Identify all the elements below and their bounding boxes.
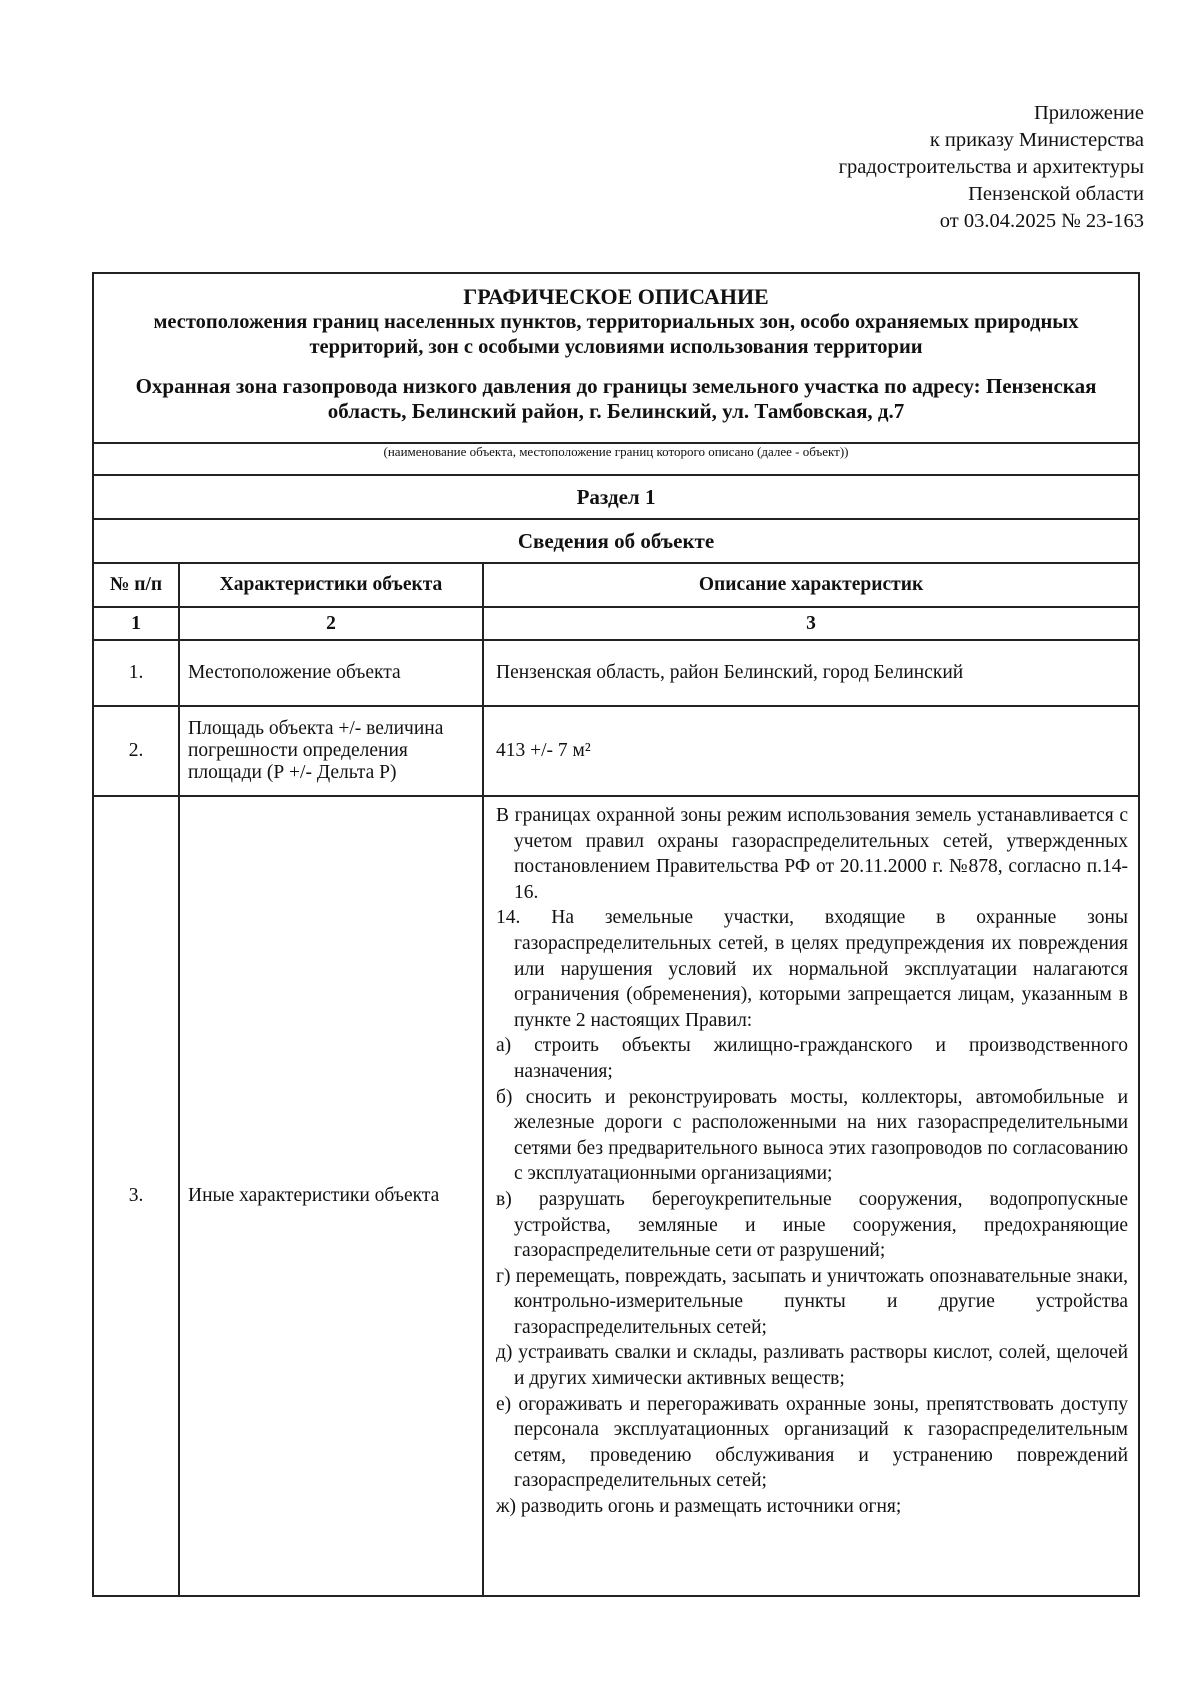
column-header-characteristic: Характеристики объекта [179,563,483,607]
appendix-line: к приказу Министерства [929,129,1144,151]
column-number: 3 [483,607,1139,640]
column-number-row [93,607,1139,640]
section-subtitle-row [93,519,1139,563]
appendix-line: Пензенской области [968,183,1144,205]
restriction-paragraph: д) устраивать свалки и склады, разливать растворы кислот, солей, щелочей и других химически активных веществ; [496,1342,1129,1390]
table-row [93,796,1139,1596]
document-title: ГРАФИЧЕСКОЕ ОПИСАНИЕ [463,284,769,309]
row-value [483,796,1139,1596]
column-header-row [93,563,1139,607]
caption-row [93,443,1139,475]
row-label: Иные характеристики объекта [179,796,483,1596]
restriction-paragraph: В границах охранной зоны режим использования земель устанавливается с учетом правил охраны газораспределительных сетей, утвержденных постановлением Правительства РФ от 20.11.2000 г. №878, согласно п.14-16. [496,805,1129,903]
appendix-line: Приложение [1033,102,1144,124]
row-number: 3. [93,796,179,1596]
section-title-row [93,475,1139,519]
row-value: 413 +/- 7 м² [483,706,1139,796]
document-subtitle: местоположения границ населенных пунктов, территориальных зон, особо охраняемых природных территорий, зон с особыми условиями использования территории [153,311,1079,358]
column-header-description: Описание характеристик [483,563,1139,607]
restriction-paragraph: г) перемещать, повреждать, засыпать и уничтожать опознавательные знаки, контрольно-измерительные пункты и другие устройства газораспределительных сетей; [496,1265,1129,1338]
appendix-line: от 03.04.2025 № 23-163 [939,210,1144,232]
table-row [93,640,1139,706]
column-number: 1 [93,607,179,640]
restriction-paragraph: 14. На земельные участки, входящие в охранные зоны газораспределительных сетей, в целях предупреждения их повреждения или нарушения условий их нормальной эксплуатации налагаются ограничения (обременения), которыми запрещается лицам, указанным в пункте 2 настоящих Правил: [496,907,1129,1031]
restriction-paragraph: а) строить объекты жилищно-гражданского и производственного назначения; [496,1035,1129,1082]
restriction-paragraph: е) огораживать и перегораживать охранные зоны, препятствовать доступу персонала эксплуатационных организаций к газораспределительным сетям, проведению обслуживания и устранению повреждений газораспределительных сетей; [496,1393,1129,1492]
appendix-block [644,100,1144,235]
column-header-num: № п/п [93,563,179,607]
graphic-description-table [92,272,1140,1597]
restriction-paragraph: ж) разводить огонь и размещать источники огня; [496,1496,902,1518]
section-subtitle: Сведения об объекте [93,519,1139,563]
header-row [93,273,1139,443]
section-title: Раздел 1 [93,475,1139,519]
restriction-paragraph: б) сносить и реконструировать мосты, коллекторы, автомобильные и железные дороги с расположенными на них газораспределительными сетями без предварительного выноса этих газопроводов по согласованию с эксплуатационными организациями; [496,1086,1129,1185]
row-number: 2. [93,706,179,796]
column-number: 2 [179,607,483,640]
object-caption: (наименование объекта, местоположение границ которого описано (далее - объект)) [93,443,1139,475]
row-value: Пензенская область, район Белинский, город Белинский [483,640,1139,706]
appendix-line: градостроительства и архитектуры [838,156,1144,178]
table-row [93,706,1139,796]
row-label: Площадь объекта +/- величина погрешности определения площади (Р +/- Дельта Р) [179,706,483,796]
row-label: Местоположение объекта [179,640,483,706]
header-cell [93,273,1139,443]
row-number: 1. [93,640,179,706]
restriction-paragraph: в) разрушать берегоукрепительные сооружения, водопропускные устройства, земляные и иные сооружения, предохраняющие газораспределительные сети от разрушений; [496,1188,1129,1262]
object-name: Охранная зона газопровода низкого давления до границы земельного участка по адресу: Пензенская область, Белинский район, г. Белинский, ул. Тамбовская, д.7 [135,374,1097,423]
